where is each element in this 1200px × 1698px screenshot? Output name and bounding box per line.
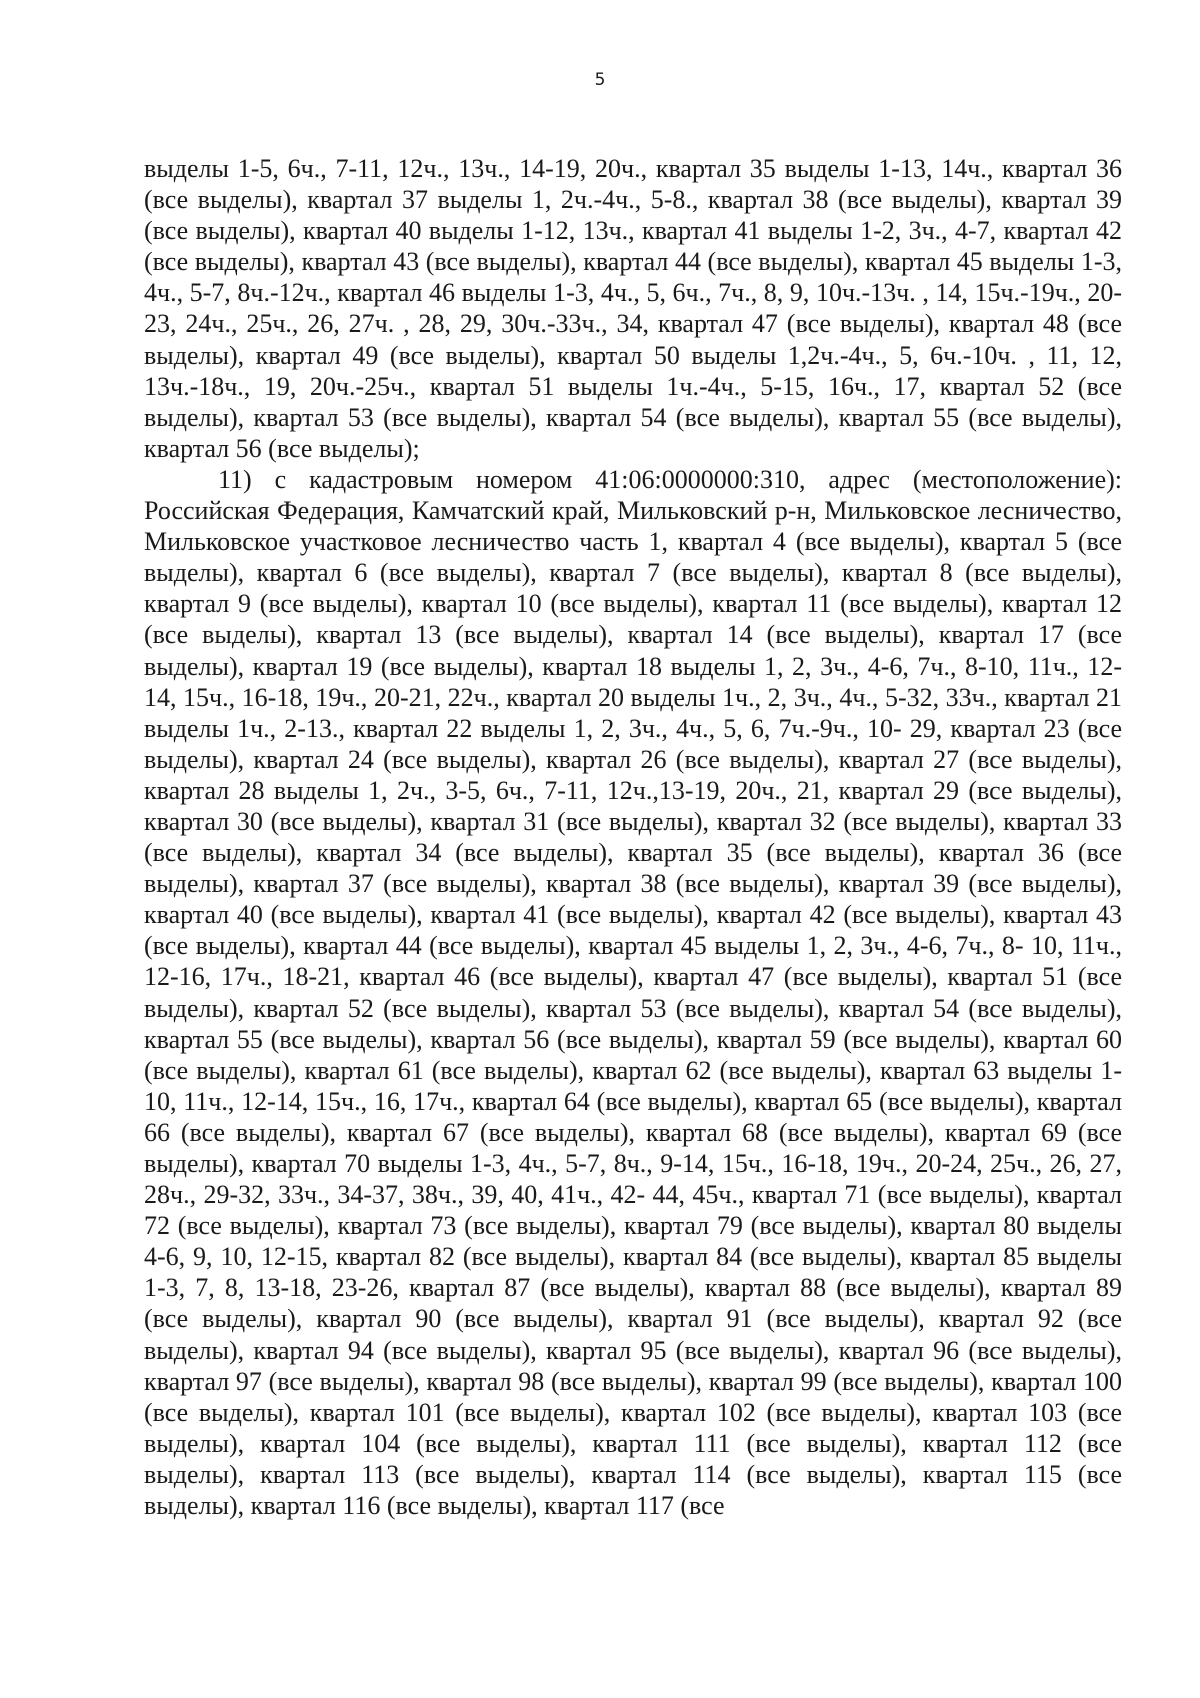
document-body [144,153,1122,1521]
paragraph-continuation: выделы 1-5, 6ч., 7-11, 12ч., 13ч., 14-19, 20ч., квартал 35 выделы 1-13, 14ч., квартал 36 (все выделы), квартал 37 выделы 1, 2ч.-4ч., 5-8., квартал 38 (все выделы), квартал 39 (все выделы), квартал 40 выделы 1-12, 13ч., квартал 41 выделы 1-2, 3ч., 4-7, квартал 42 (все выделы), квартал 43 (все выделы), квартал 44 (все выделы), квартал 45 выделы 1-3, 4ч., 5-7, 8ч.-12ч., квартал 46 выделы 1-3, 4ч., 5, 6ч., 7ч., 8, 9, 10ч.-13ч. , 14, 15ч.-19ч., 20-23, 24ч., 25ч., 26, 27ч. , 28, 29, 30ч.-33ч., 34, квартал 47 (все выделы), квартал 48 (все выделы), квартал 49 (все выделы), квартал 50 выделы 1,2ч.-4ч., 5, 6ч.-10ч. , 11, 12, 13ч.-18ч., 19, 20ч.-25ч., квартал 51 выделы 1ч.-4ч., 5-15, 16ч., 17, квартал 52 (все выделы), квартал 53 (все выделы), квартал 54 (все выделы), квартал 55 (все выделы), квартал 56 (все выделы); [144,154,1122,463]
paragraph-item-11: 11) с кадастровым номером 41:06:0000000:310, адрес (местоположение): Российская Федерация, Камчатский край, Мильковский р-н, Мильковское лесничество, Мильковское участковое лесничество часть 1, квартал 4 (все выделы), квартал 5 (все выделы), квартал 6 (все выделы), квартал 7 (все выделы), квартал 8 (все выделы), квартал 9 (все выделы), квартал 10 (все выделы), квартал 11 (все выделы), квартал 12 (все выделы), квартал 13 (все выделы), квартал 14 (все выделы), квартал 17 (все выделы), квартал 19 (все выделы), квартал 18 выделы 1, 2, 3ч., 4-6, 7ч., 8-10, 11ч., 12-14, 15ч., 16-18, 19ч., 20-21, 22ч., квартал 20 выделы 1ч., 2, 3ч., 4ч., 5-32, 33ч., квартал 21 выделы 1ч., 2-13., квартал 22 выделы 1, 2, 3ч., 4ч., 5, 6, 7ч.-9ч., 10- 29, квартал 23 (все выделы), квартал 24 (все выделы), квартал 26 (все выделы), квартал 27 (все выделы), квартал 28 выделы 1, 2ч., 3-5, 6ч., 7-11, 12ч.,13-19, 20ч., 21, квартал 29 (все выделы), квартал 30 (все выделы), квартал 31 (все выделы), квартал 32 (все выделы), квартал 33 (все выделы), квартал 34 (все выделы), квартал 35 (все выделы), квартал 36 (все выделы), квартал 37 (все выделы), квартал 38 (все выделы), квартал 39 (все выделы), квартал 40 (все выделы), квартал 41 (все выделы), квартал 42 (все выделы), квартал 43 (все выделы), квартал 44 (все выделы), квартал 45 выделы 1, 2, 3ч., 4-6, 7ч., 8- 10, 11ч., 12-16, 17ч., 18-21, квартал 46 (все выделы), квартал 47 (все выделы), квартал 51 (все выделы), квартал 52 (все выделы), квартал 53 (все выделы), квартал 54 (все выделы), квартал 55 (все выделы), квартал 56 (все выделы), квартал 59 (все выделы), квартал 60 (все выделы), квартал 61 (все выделы), квартал 62 (все выделы), квартал 63 выделы 1-10, 11ч., 12-14, 15ч., 16, 17ч., квартал 64 (все выделы), квартал 65 (все выделы), квартал 66 (все выделы), квартал 67 (все выделы), квартал 68 (все выделы), квартал 69 (все выделы), квартал 70 выделы 1-3, 4ч., 5-7, 8ч., 9-14, 15ч., 16-18, 19ч., 20-24, 25ч., 26, 27, 28ч., 29-32, 33ч., 34-37, 38ч., 39, 40, 41ч., 42- 44, 45ч., квартал 71 (все выделы), квартал 72 (все выделы), квартал 73 (все выделы), квартал 79 (все выделы), квартал 80 выделы 4-6, 9, 10, 12-15, квартал 82 (все выделы), квартал 84 (все выделы), квартал 85 выделы 1-3, 7, 8, 13-18, 23-26, квартал 87 (все выделы), квартал 88 (все выделы), квартал 89 (все выделы), квартал 90 (все выделы), квартал 91 (все выделы), квартал 92 (все выделы), квартал 94 (все выделы), квартал 95 (все выделы), квартал 96 (все выделы), квартал 97 (все выделы), квартал 98 (все выделы), квартал 99 (все выделы), квартал 100 (все выделы), квартал 101 (все выделы), квартал 102 (все выделы), квартал 103 (все выделы), квартал 104 (все выделы), квартал 111 (все выделы), квартал 112 (все выделы), квартал 113 (все выделы), квартал 114 (все выделы), квартал 115 (все выделы), квартал 116 (все выделы), квартал 117 (все [144,464,1122,1521]
page-number: 5 [594,70,606,90]
